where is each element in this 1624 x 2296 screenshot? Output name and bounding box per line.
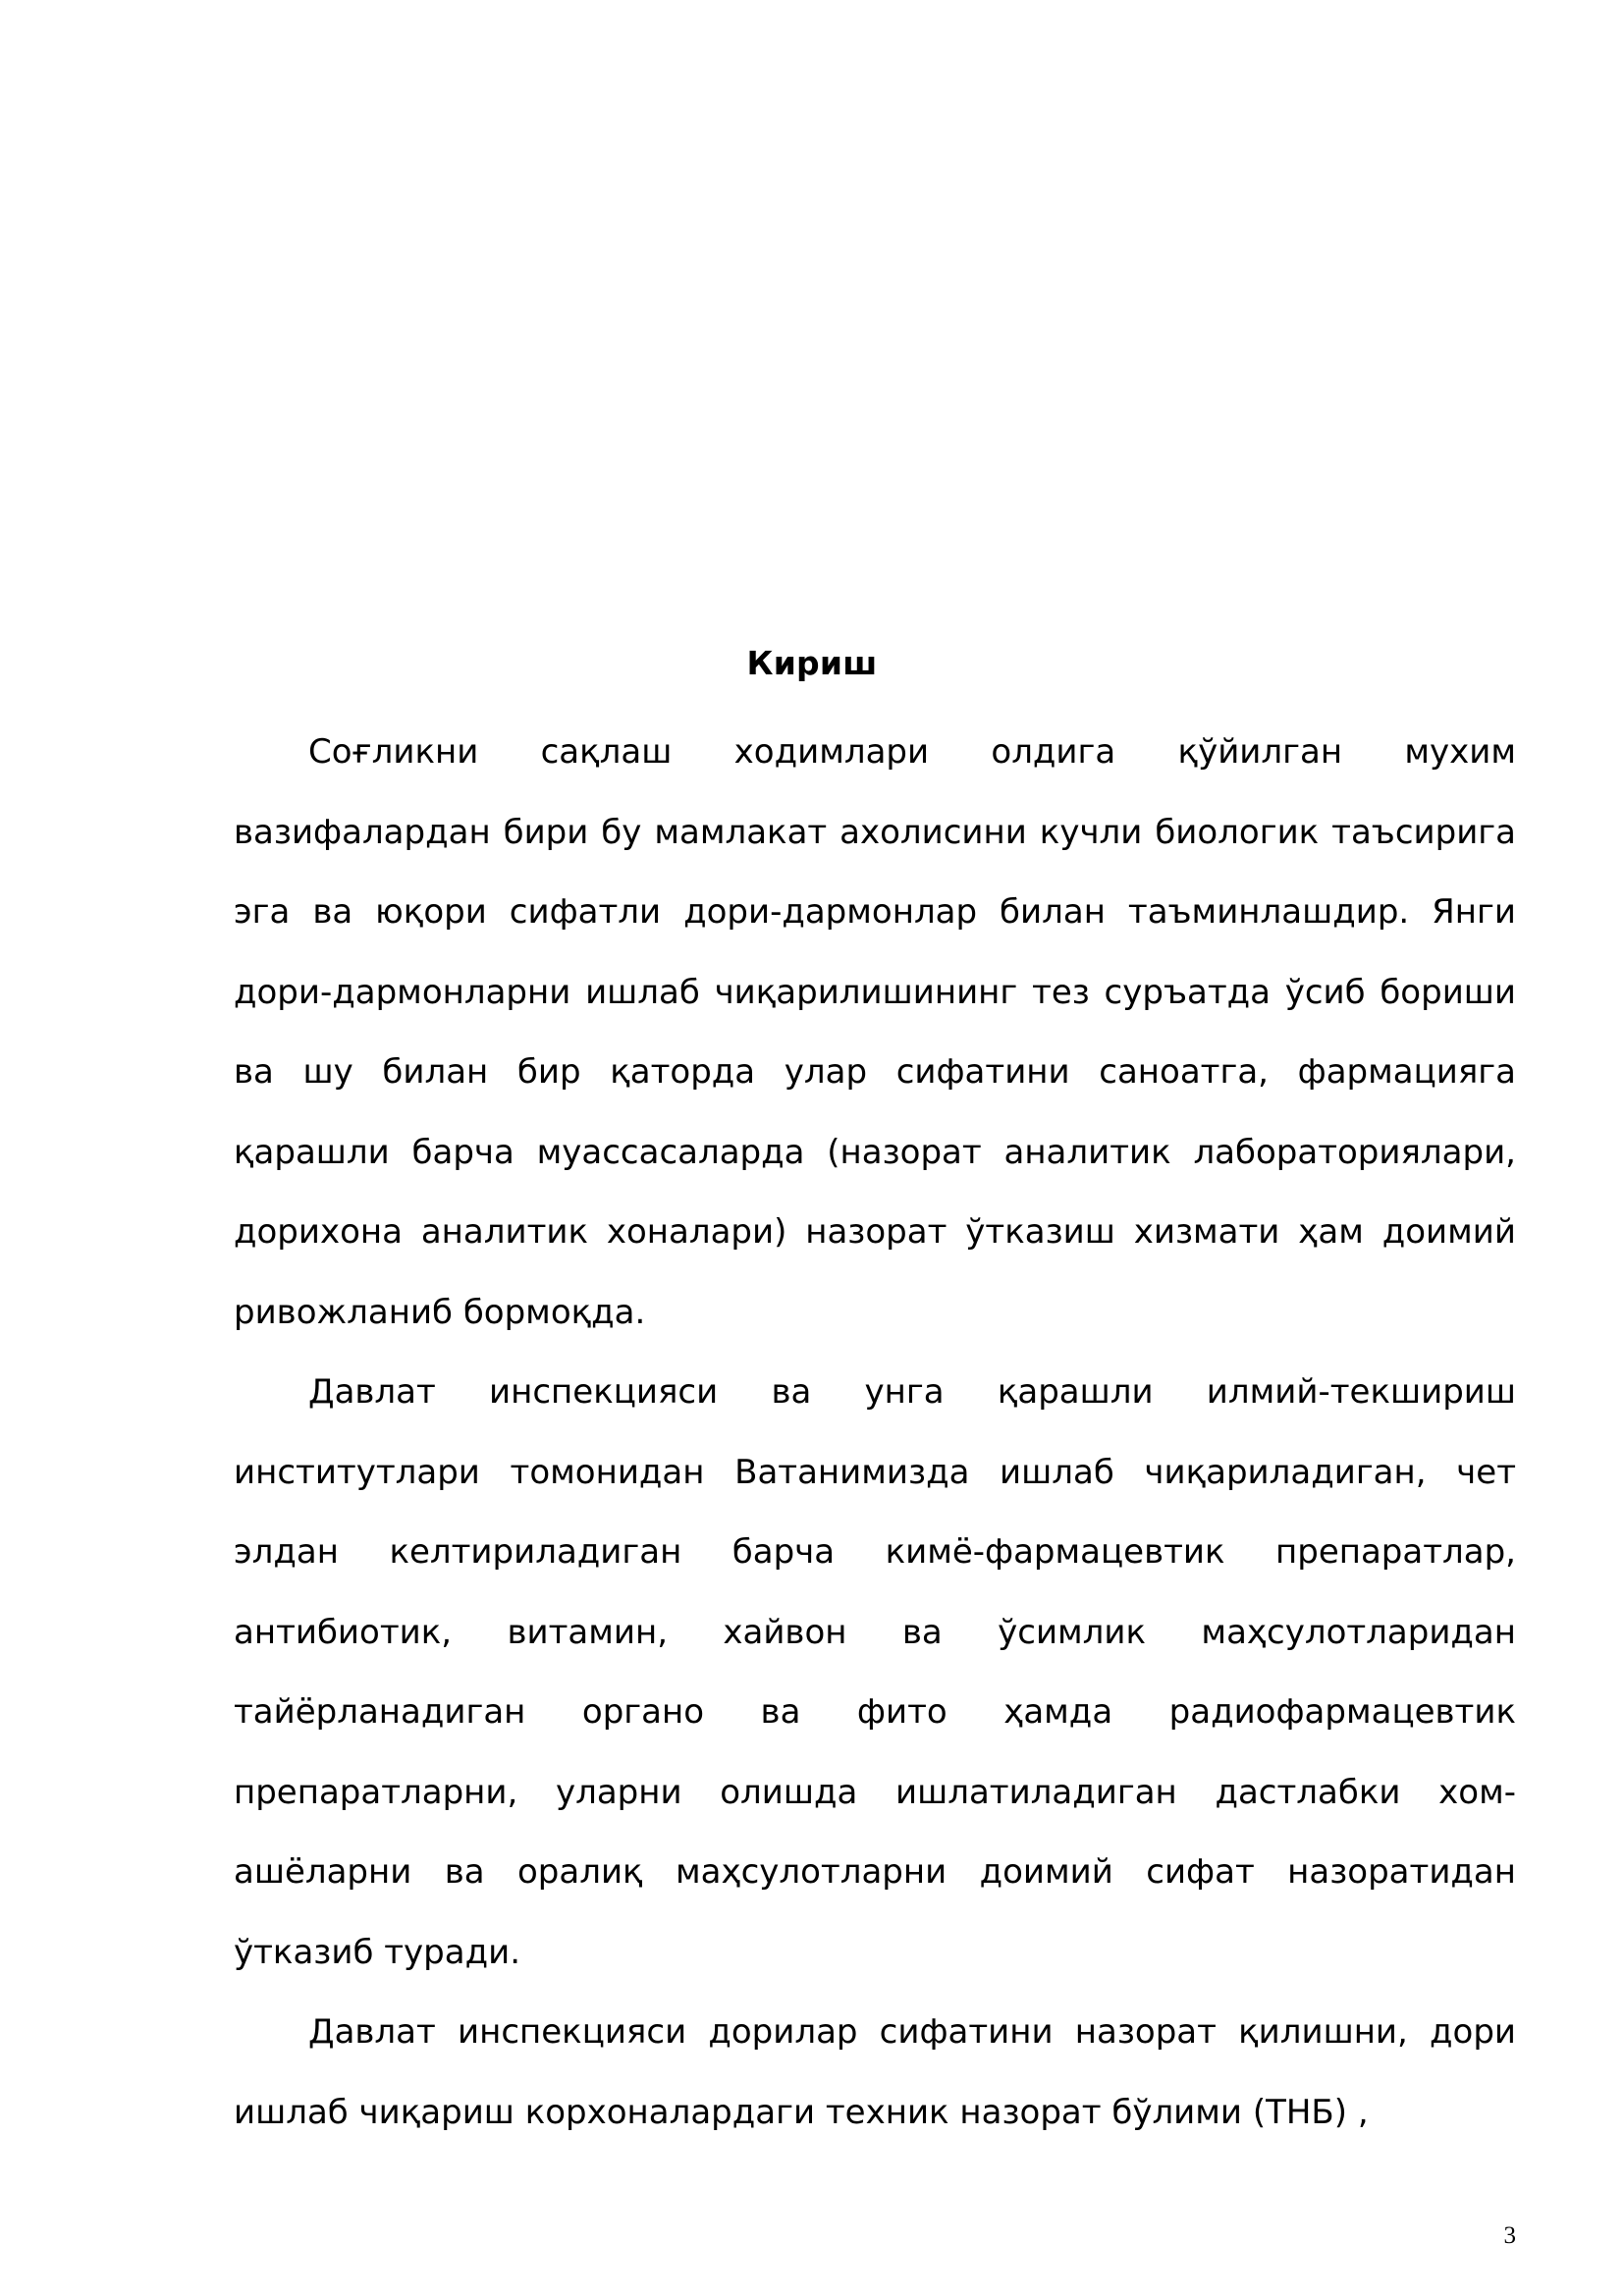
section-heading: Кириш: [746, 644, 878, 682]
body-text: [234, 713, 1516, 2153]
page-number: 3: [1503, 2222, 1516, 2249]
paragraph-2: Давлат инспекцияси ва унга қарашли илмий-текшириш институтлари томонидан Ватанимизда ишлаб чиқариладиган, чет элдан келтириладиган барча кимё-фармацевтик препаратлар, антибиотик, витамин, хайвон ва ўсимлик маҳсулотларидан тайёрланадиган органо ва фито ҳамда радиофармацевтик препаратларни, уларни олишда ишлатиладиган дастлабки хом-ашёларни ва оралиқ маҳсулотларни доимий сифат назоратидан ўтказиб туради.: [234, 1372, 1516, 1972]
paragraph-1: Соғликни сақлаш ходимлари олдига қўйилган мухим вазифалардан бири бу мамлакат ахолисини кучли биологик таъсирига эга ва юқори сифатли дори-дармонлар билан таъминлашдир. Янги дори-дармонларни ишлаб чиқарилишининг тез суръатда ўсиб бориши ва шу билан бир қаторда улар сифатини саноатга, фармацияга қарашли барча муассасаларда (назорат аналитик лабораториялари, дорихона аналитик хоналари) назорат ўтказиш хизмати ҳам доимий ривожланиб бормоқда.: [234, 732, 1516, 1332]
paragraph-3: Давлат инспекцияси дорилар сифатини назорат қилишни, дори ишлаб чиқариш корхоналардаги техник назорат бўлими (ТНБ) ,: [234, 2012, 1516, 2132]
